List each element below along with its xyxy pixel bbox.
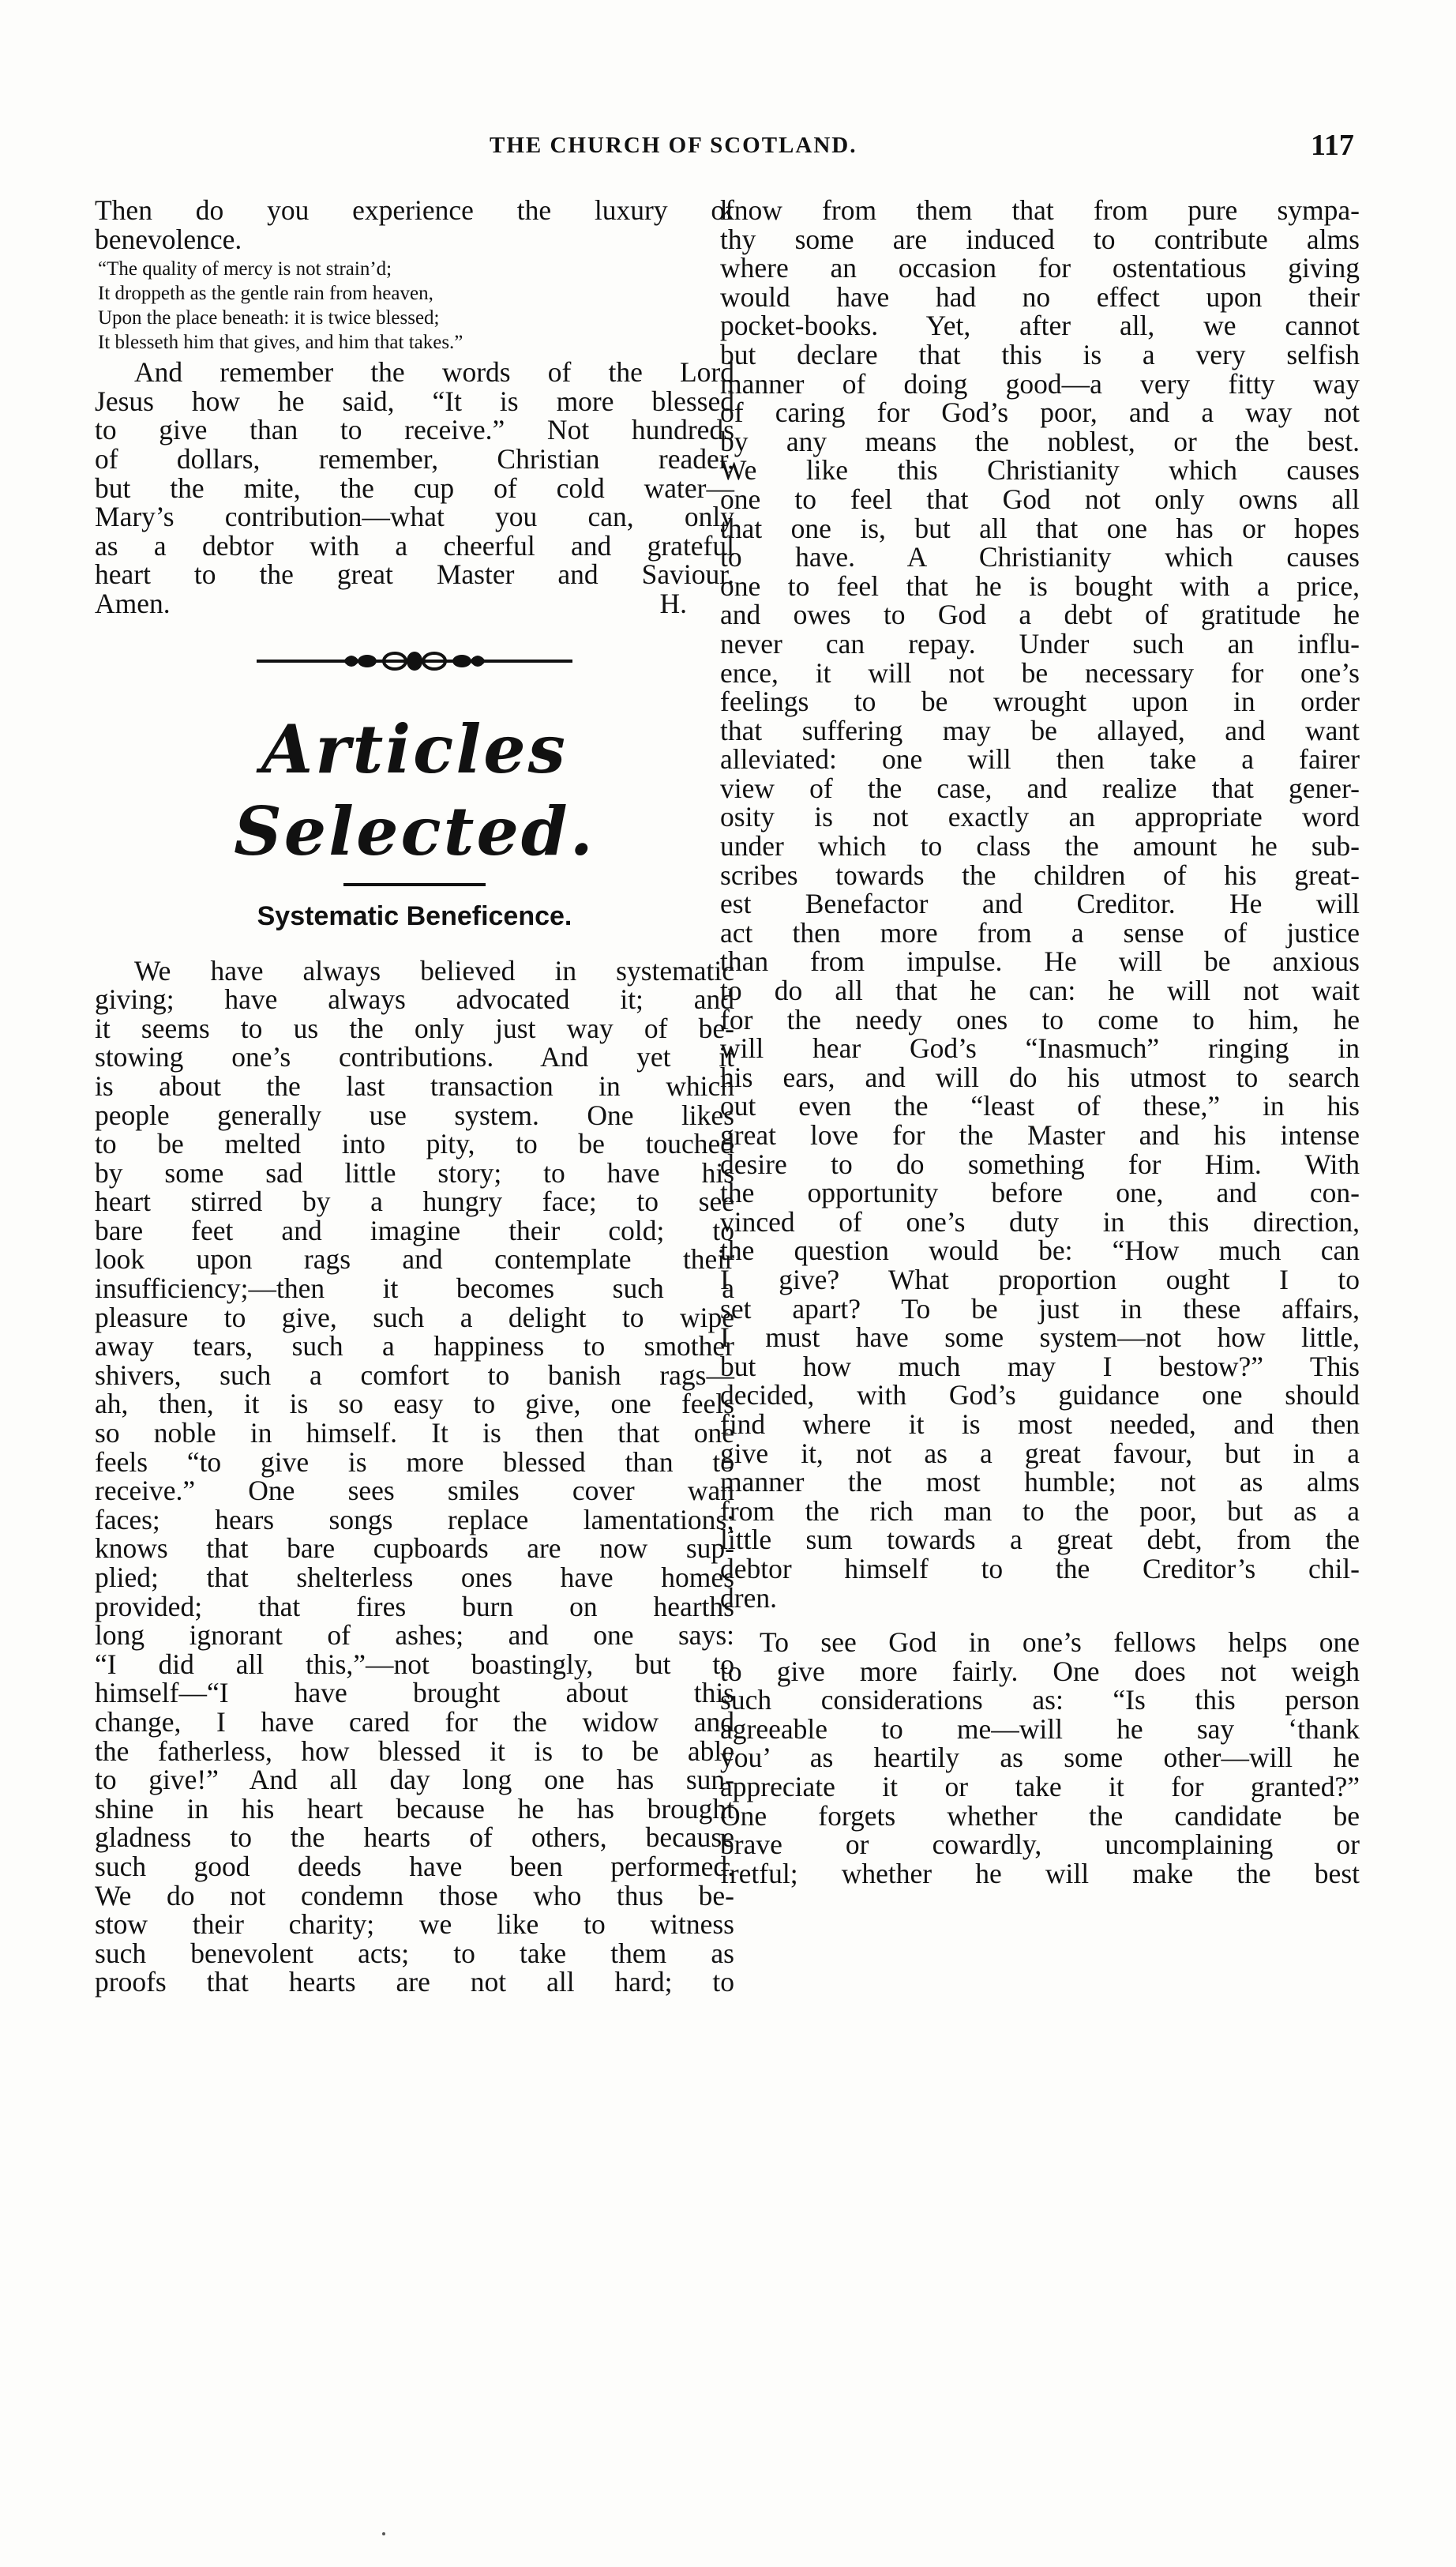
text-line: people generally use system. One likes	[95, 1099, 734, 1131]
text-line: Jesus how he said, “It is more blessed	[95, 385, 734, 417]
text-line: stowing one’s contributions. And yet it	[95, 1041, 734, 1073]
text-line: proofs that hearts are not all hard; to	[95, 1966, 734, 1998]
article-body-right-paragraph-one	[720, 196, 1360, 1612]
text-line: provided; that fires burn on hearths	[95, 1590, 734, 1622]
poem-line: It droppeth as the gentle rain from heaven,	[98, 283, 433, 305]
text-line: thy some are induced to contribute alms	[720, 223, 1360, 255]
text-line: I give? What proportion ought I to	[720, 1263, 1360, 1295]
right-column	[720, 196, 1360, 1888]
quoted-poem	[95, 257, 734, 355]
text-line: act then more from a sense of justice	[720, 916, 1360, 949]
poem-line: “The quality of mercy is not strain’d;	[98, 258, 392, 280]
text-line: We like this Christianity which causes	[720, 454, 1360, 487]
text-line: great love for the Master and his intense	[720, 1119, 1360, 1151]
text-line: fretful; whether he will make the best	[720, 1857, 1360, 1889]
text-line: plied; that shelterless ones have homes	[95, 1562, 734, 1593]
text-line: appreciate it or take it for granted?”	[720, 1771, 1360, 1803]
text-line: knows that bare cupboards are now sup-	[95, 1532, 734, 1565]
text-line: would have had no effect upon their	[720, 280, 1360, 313]
text-line: insufficiency;—then it becomes such a	[95, 1272, 734, 1305]
text-line: but how much may I bestow?” This	[720, 1350, 1360, 1382]
text-line: give it, not as a great favour, but in a	[720, 1437, 1360, 1469]
text-line: ence, it will not be necessary for one’s	[720, 656, 1360, 689]
text-line: to be melted into pity, to be touched	[95, 1128, 734, 1160]
text-line: Then do you experience the luxury of	[95, 194, 734, 226]
ornament-flourish-icon	[249, 645, 580, 677]
text-line: heart stirred by a hungry face; to see	[95, 1186, 734, 1218]
text-line: I must have some system—not how little,	[720, 1321, 1360, 1354]
text-line: as a debtor with a cheerful and grateful	[95, 529, 734, 562]
text-line: est Benefactor and Creditor. He will	[720, 888, 1360, 920]
text-line: stow their charity; we like to witness	[95, 1908, 734, 1941]
signature-row	[95, 589, 734, 618]
text-line: heart to the great Master and Saviour.	[95, 558, 734, 591]
text-line: that one is, but all that one has or hopes	[720, 512, 1360, 544]
text-line: ah, then, it is so easy to give, one feels	[95, 1388, 734, 1420]
article-title: Systematic Beneficence.	[257, 900, 572, 931]
text-line: you’ as heartily as some other—will he	[720, 1742, 1360, 1774]
author-signature: H.	[659, 587, 687, 619]
text-line: gladness to the hearts of others, because	[95, 1821, 734, 1854]
text-line: Mary’s contribution—what you can, only	[95, 501, 734, 533]
poem-line: It blesseth him that gives, and him that takes.”	[98, 332, 463, 354]
text-line: such good deeds have been performed.	[95, 1850, 734, 1882]
text-line: to have. A Christianity which causes	[720, 541, 1360, 573]
text-line: such benevolent acts; to take them as	[95, 1937, 734, 1969]
text-line: one to feel that he is bought with a price,	[720, 569, 1360, 602]
text-line: dren.	[720, 1581, 777, 1614]
heading-rule	[95, 873, 734, 896]
text-line: decided, with God’s guidance one should	[720, 1379, 1360, 1411]
text-line: manner the most humble; not as alms	[720, 1466, 1360, 1498]
text-line: for the needy ones to come to him, he	[720, 1003, 1360, 1035]
text-line: than from impulse. He will be anxious	[720, 945, 1360, 978]
text-line: it seems to us the only just way of be-	[95, 1012, 734, 1044]
text-line: and owes to God a debt of gratitude he	[720, 599, 1360, 631]
text-line: where an occasion for ostentatious giving	[720, 252, 1360, 284]
text-line: To see God in one’s fellows helps one	[760, 1626, 1360, 1659]
text-line: brave or cowardly, uncomplaining or	[720, 1828, 1360, 1861]
closing-paragraph	[95, 358, 734, 618]
text-line: shine in his heart because he has brought	[95, 1792, 734, 1825]
text-line: of dollars, remember, Christian reader,	[95, 442, 734, 475]
text-line: We do not condemn those who thus be-	[95, 1879, 734, 1911]
text-line: the fatherless, how blessed it is to be able	[95, 1735, 734, 1767]
text-line: look upon rags and contemplate their	[95, 1243, 734, 1276]
text-line: the opportunity before one, and con-	[720, 1177, 1360, 1209]
text-line: benevolence.	[95, 223, 242, 255]
text-line: his ears, and will do his utmost to search	[720, 1061, 1360, 1093]
amen-text: Amen.	[95, 587, 171, 619]
text-line: desire to do something for Him. With	[720, 1148, 1360, 1180]
article-body-left	[95, 954, 734, 1998]
text-line: to give than to receive.” Not hundreds	[95, 414, 734, 446]
text-line: One forgets whether the candidate be	[720, 1799, 1360, 1832]
text-line: never can repay. Under such an influ-	[720, 627, 1360, 660]
text-line: by any means the noblest, or the best.	[720, 425, 1360, 457]
text-line: shivers, such a comfort to banish rags—	[95, 1359, 734, 1391]
text-line: pocket-books. Yet, after all, we cannot	[720, 310, 1360, 342]
text-line: change, I have cared for the widow and	[95, 1705, 734, 1738]
text-line: little sum towards a great debt, from the	[720, 1524, 1360, 1556]
print-speck	[382, 2532, 385, 2535]
text-line: bare feet and imagine their cold; to	[95, 1214, 734, 1246]
text-line: long ignorant of ashes; and one says:	[95, 1619, 734, 1652]
text-line: And remember the words of the Lord	[134, 356, 734, 389]
text-line: We have always believed in systematic	[134, 954, 734, 987]
running-title: THE CHURCH OF SCOTLAND.	[490, 133, 857, 158]
text-line: faces; hears songs replace lamentations;	[95, 1503, 734, 1535]
text-line: agreeable to me—will he say ‘thank	[720, 1712, 1360, 1745]
text-line: vinced of one’s duty in this direction,	[720, 1205, 1360, 1238]
text-line: alleviated: one will then take a fairer	[720, 743, 1360, 776]
text-line: will hear God’s “Inasmuch” ringing in	[720, 1032, 1360, 1065]
text-line: that suffering may be allayed, and want	[720, 714, 1360, 746]
section-heading: Articles Selected.	[234, 709, 595, 870]
text-line: find where it is most needed, and then	[720, 1408, 1360, 1440]
text-line: feels “to give is more blessed than to	[95, 1445, 734, 1478]
text-line: manner of doing good—a very fitty way	[720, 367, 1360, 400]
text-line: scribes towards the children of his great-	[720, 859, 1360, 891]
text-line: debtor himself to the Creditor’s chil-	[720, 1552, 1360, 1584]
text-line: osity is not exactly an appropriate word	[720, 801, 1360, 833]
text-line: set apart? To be just in these affairs,	[720, 1292, 1360, 1325]
text-line: such considerations as: “Is this person	[720, 1684, 1360, 1716]
poem-line: Upon the place beneath: it is twice blessed;	[98, 307, 440, 329]
text-line: to do all that he can: he will not wait	[720, 975, 1360, 1007]
text-line: one to feel that God not only owns all	[720, 483, 1360, 515]
text-line: himself—“I have brought about this	[95, 1677, 734, 1709]
text-line: of caring for God’s poor, and a way not	[720, 397, 1360, 429]
text-line: feelings to be wrought upon in order	[720, 686, 1360, 718]
text-line: to give!” And all day long one has sun-	[95, 1764, 734, 1796]
intro-text	[95, 196, 734, 254]
text-line: out even the “least of these,” in his	[720, 1090, 1360, 1122]
page-number: 117	[1311, 129, 1354, 162]
rule-divider	[343, 873, 486, 896]
section-ornament	[95, 645, 734, 677]
text-line: away tears, such a happiness to smother	[95, 1330, 734, 1362]
text-line: “I did all this,”—not boastingly, but to	[95, 1648, 734, 1680]
text-line: pleasure to give, such a delight to wipe	[95, 1301, 734, 1333]
text-line: under which to class the amount he sub-	[720, 830, 1360, 863]
text-line: to give more fairly. One does not weigh	[720, 1655, 1360, 1687]
article-body-right-paragraph-two	[720, 1628, 1360, 1888]
text-line: is about the last transaction in which	[95, 1069, 734, 1102]
running-head	[0, 129, 1456, 172]
left-column	[95, 196, 734, 1997]
text-line: view of the case, and realize that gener-	[720, 772, 1360, 804]
text-line: receive.” One sees smiles cover wan	[95, 1475, 734, 1507]
text-line: but declare that this is a very selfish	[720, 338, 1360, 370]
text-line: know from them that from pure sympa-	[720, 194, 1360, 226]
text-line: by some sad little story; to have his	[95, 1156, 734, 1189]
text-line: so noble in himself. It is then that one	[95, 1417, 734, 1449]
text-line: from the rich man to the poor, but as a	[720, 1494, 1360, 1527]
text-line: giving; have always advocated it; and	[95, 983, 734, 1016]
text-line: but the mite, the cup of cold water—	[95, 472, 734, 504]
text-line: the question would be: “How much can	[720, 1235, 1360, 1267]
